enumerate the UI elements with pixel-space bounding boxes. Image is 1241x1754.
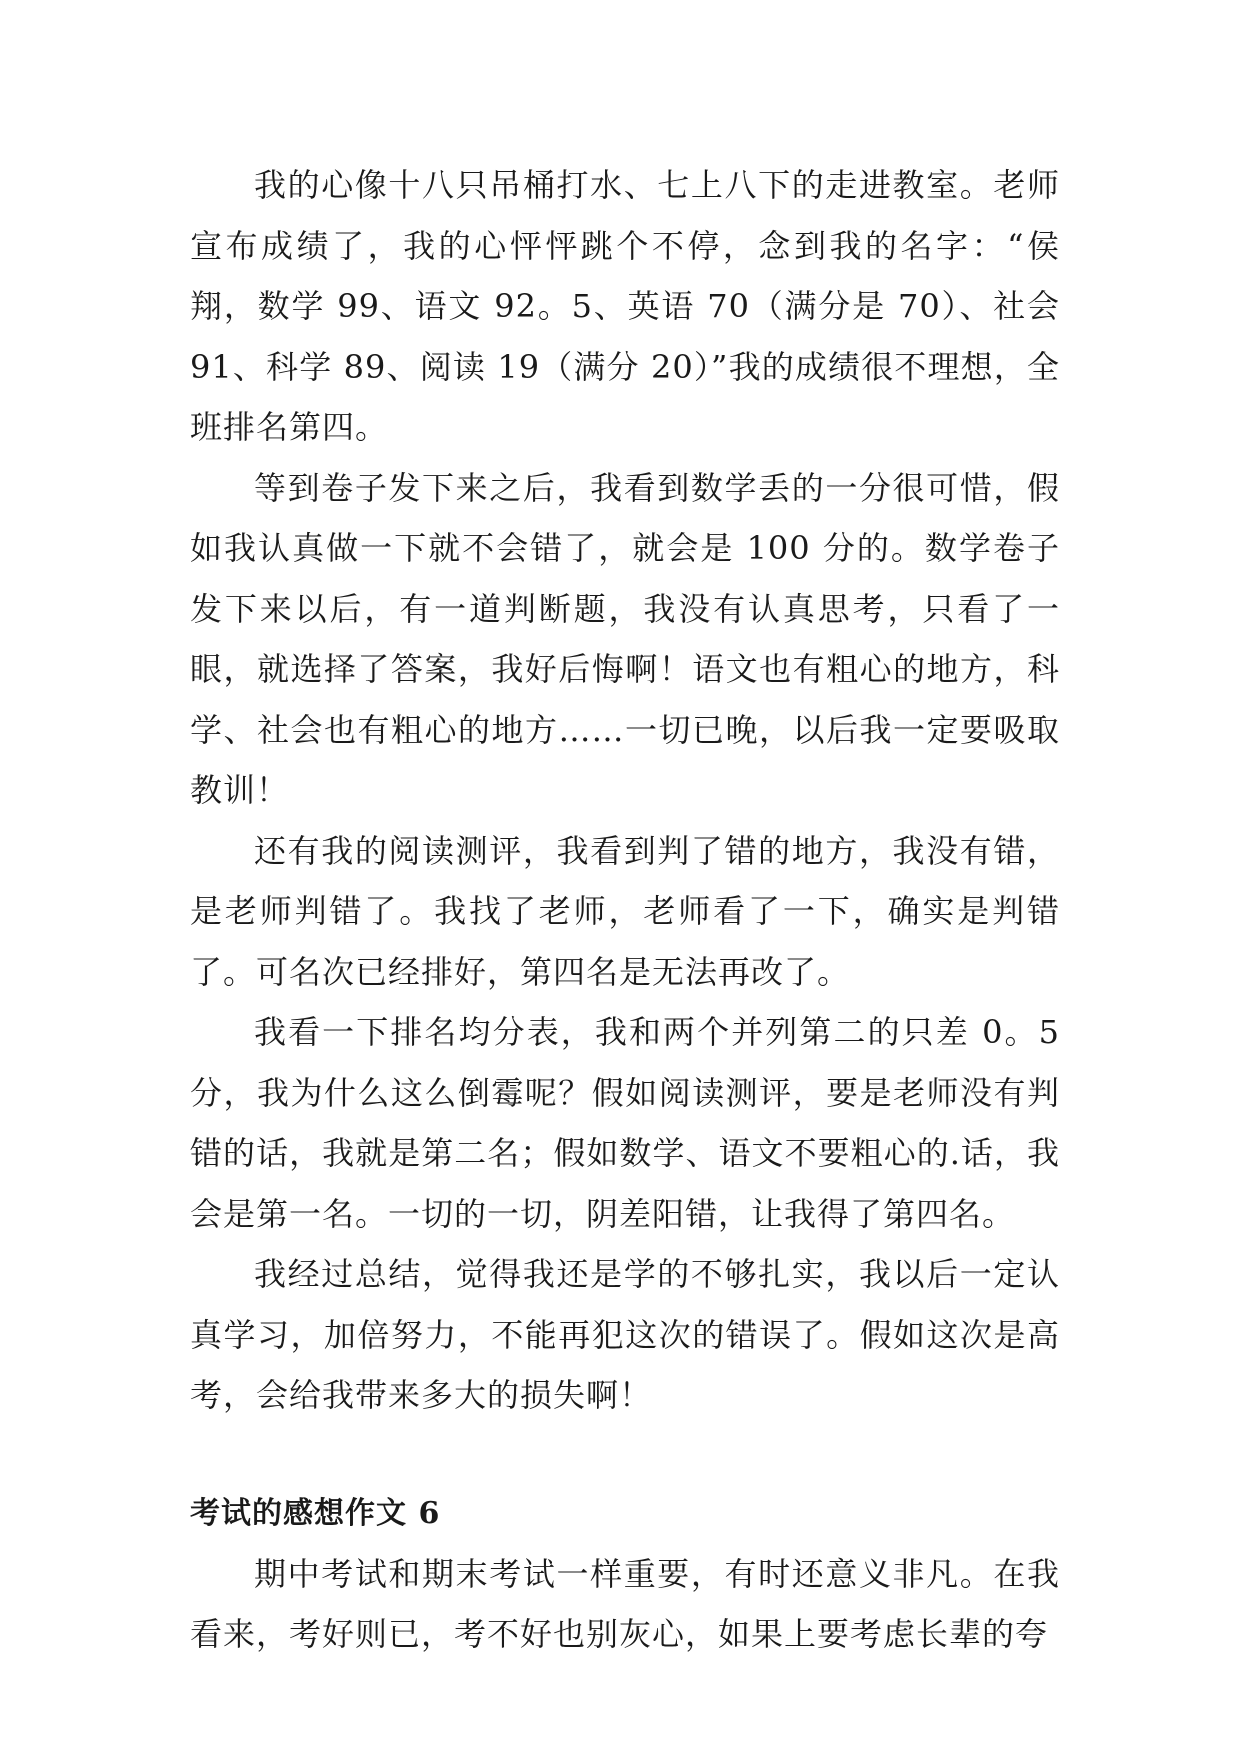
paragraph: 我的心像十八只吊桶打水、七上八下的走进教室。老师宣布成绩了，我的心怦怦跳个不停，念到我的名字：“侯翔，数学 99、语文 92。5、英语 70（满分是 70）、社会 91、科学 89、阅读 19（满分 20）”我的成绩很不理想，全班排名第四。: [190, 166, 1060, 446]
paragraph: 还有我的阅读测评，我看到判了错的地方，我没有错，是老师判错了。我找了老师，老师看了一下，确实是判错了。可名次已经排好，第四名是无法再改了。: [190, 831, 1060, 991]
section-title: 考试的感想作文 6: [190, 1495, 441, 1531]
document-page: [190, 155, 1060, 1665]
paragraph: 期中考试和期末考试一样重要，有时还意义非凡。在我看来，考好则已，考不好也别灰心，如果上要考虑长辈的夸: [190, 1554, 1060, 1653]
paragraph: 等到卷子发下来之后，我看到数学丢的一分很可惜，假如我认真做一下就不会错了，就会是 100 分的。数学卷子发下来以后，有一道判断题，我没有认真思考，只看了一眼，就选择了答案，我好后悔啊！语文也有粗心的地方，科学、社会也有粗心的地方……一切已晚，以后我一定要吸取教训！: [190, 468, 1060, 809]
paragraph: 我看一下排名均分表，我和两个并列第二的只差 0。5 分，我为什么这么倒霉呢？假如阅读测评，要是老师没有判错的话，我就是第二名；假如数学、语文不要粗心的.话，我会是第一名。一切的一切，阴差阳错，让我得了第四名。: [190, 1013, 1060, 1233]
paragraph: 我经过总结，觉得我还是学的不够扎实，我以后一定认真学习，加倍努力，不能再犯这次的错误了。假如这次是高考，会给我带来多大的损失啊！: [190, 1255, 1060, 1414]
